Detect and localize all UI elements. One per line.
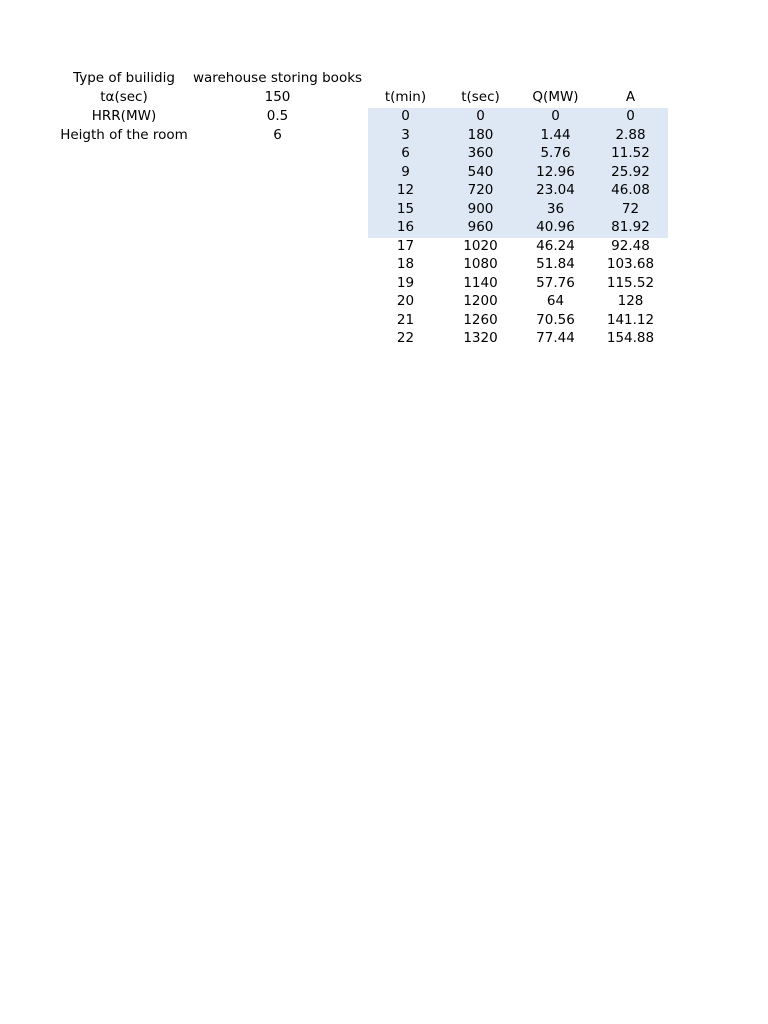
cell-q-mw[interactable]: 0 (551, 108, 560, 124)
cell-t-min[interactable]: 22 (396, 330, 415, 346)
cell-t-min[interactable]: 16 (396, 219, 415, 235)
building-type-value[interactable]: warehouse storing books (192, 70, 363, 86)
cell-a[interactable]: 46.08 (611, 182, 650, 198)
cell-t-sec[interactable]: 0 (476, 108, 485, 124)
room-height-value[interactable]: 6 (273, 127, 282, 143)
cell-q-mw[interactable]: 51.84 (536, 256, 575, 272)
cell-t-min[interactable]: 17 (396, 237, 415, 254)
cell-q-mw[interactable]: 57.76 (536, 274, 575, 291)
cell-a[interactable]: 141.12 (606, 311, 655, 328)
cell-a[interactable]: 11.52 (611, 145, 650, 161)
cell-t-min[interactable]: 6 (401, 145, 410, 161)
cell-t-min[interactable]: 12 (396, 182, 415, 198)
cell-q-mw[interactable]: 1.44 (540, 126, 571, 143)
cell-t-sec[interactable]: 180 (467, 126, 494, 143)
cell-q-mw[interactable]: 36 (546, 200, 565, 217)
room-height-label[interactable]: Heigth of the room (60, 127, 188, 143)
building-type-label[interactable]: Type of builidig (73, 70, 175, 86)
cell-t-min[interactable]: 3 (401, 126, 410, 143)
header-t-sec[interactable]: t(sec) (461, 89, 500, 105)
cell-t-sec[interactable]: 1260 (463, 311, 498, 328)
cell-t-sec[interactable]: 1080 (463, 256, 498, 272)
cell-t-sec[interactable]: 360 (467, 145, 494, 161)
cell-t-min[interactable]: 0 (401, 108, 410, 124)
cell-a[interactable]: 2.88 (615, 126, 646, 143)
cell-a[interactable]: 81.92 (611, 219, 650, 235)
cell-q-mw[interactable]: 5.76 (540, 145, 571, 161)
talpha-label[interactable]: tα(sec) (100, 89, 148, 105)
cell-a[interactable]: 154.88 (606, 330, 655, 346)
cell-t-sec[interactable]: 1140 (463, 274, 498, 291)
cell-t-sec[interactable]: 1320 (463, 330, 498, 346)
header-q-mw[interactable]: Q(MW) (532, 89, 579, 105)
cell-t-min[interactable]: 19 (396, 274, 415, 291)
cell-t-min[interactable]: 21 (396, 311, 415, 328)
cell-q-mw[interactable]: 23.04 (536, 182, 575, 198)
cell-t-sec[interactable]: 900 (467, 200, 494, 217)
cell-t-min[interactable]: 18 (396, 256, 415, 272)
cell-a[interactable]: 103.68 (606, 256, 655, 272)
hrr-label[interactable]: HRR(MW) (91, 108, 157, 124)
header-t-min[interactable]: t(min) (384, 89, 427, 105)
talpha-value[interactable]: 150 (264, 89, 291, 105)
cell-t-sec[interactable]: 1200 (463, 293, 498, 309)
cell-t-min[interactable]: 15 (396, 200, 415, 217)
cell-t-sec[interactable]: 540 (467, 163, 494, 180)
cell-q-mw[interactable]: 46.24 (536, 237, 575, 254)
cell-q-mw[interactable]: 77.44 (536, 330, 575, 346)
header-a[interactable]: A (625, 89, 636, 105)
cell-t-min[interactable]: 9 (401, 163, 410, 180)
hrr-value[interactable]: 0.5 (266, 108, 289, 124)
cell-a[interactable]: 92.48 (611, 237, 650, 254)
cell-a[interactable]: 115.52 (606, 274, 655, 291)
cell-a[interactable]: 0 (626, 108, 635, 124)
cell-t-min[interactable]: 20 (396, 293, 415, 309)
cell-a[interactable]: 25.92 (611, 163, 650, 180)
cell-a[interactable]: 128 (617, 293, 644, 309)
cell-t-sec[interactable]: 1020 (463, 237, 498, 254)
cell-q-mw[interactable]: 12.96 (536, 163, 575, 180)
cell-q-mw[interactable]: 70.56 (536, 311, 575, 328)
cell-t-sec[interactable]: 960 (467, 219, 494, 235)
cell-a[interactable]: 72 (621, 200, 640, 217)
cell-q-mw[interactable]: 40.96 (536, 219, 575, 235)
cell-t-sec[interactable]: 720 (467, 182, 494, 198)
cell-q-mw[interactable]: 64 (546, 293, 565, 309)
